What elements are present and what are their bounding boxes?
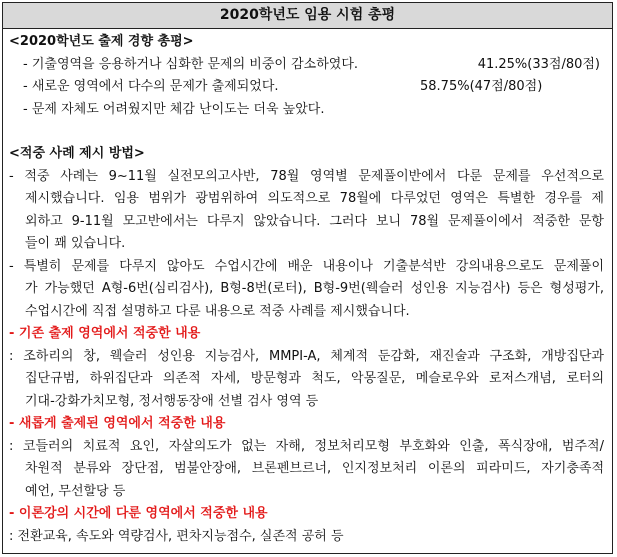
trend-item-2 <box>9 76 604 99</box>
para1-line-3: 외하고 9-11월 모고반에서는 다루지 않았습니다. 그러다 보니 78월 문제풀이에서 적중한 문항 <box>25 213 604 229</box>
table-title: 2020학년도 임용 시험 총평 <box>3 3 612 29</box>
sub2-line-3: 예언, 무선할당 등 <box>25 483 126 499</box>
trend-item-1 <box>9 54 604 77</box>
section2-heading: <적중 사례 제시 방법> <box>9 146 145 161</box>
sub1-line-1: : 조하리의 창, 웩슬러 성인용 지능검사, MMPI-A, 체계적 둔감화, 재진술과 구조화, 개방집단과 <box>9 348 604 364</box>
para2-line-1: - 특별히 문제를 다루지 않아도 수업시간에 배운 내용이나 기출분석반 강의내용으로도 문제풀이 <box>9 258 604 274</box>
trend-item-2-text: - 새로운 영역에서 다수의 문제가 출제되었다. <box>23 79 279 94</box>
trend-item-2-stat: 58.75%(47점/80점) <box>420 79 543 94</box>
table-body <box>3 29 612 548</box>
spacer <box>9 121 604 143</box>
sub2-heading: - 새롭게 출제된 영역에서 적중한 내용 <box>9 416 226 431</box>
sub1-heading: - 기존 출제 영역에서 적중한 내용 <box>9 326 201 341</box>
trend-item-1-stat: 41.25%(33점/80점) <box>477 56 600 72</box>
sub1-line-2: 집단규범, 하위집단과 의존적 자세, 방문형과 척도, 악몽질문, 메슬로우와 로저스개념, 로터의 <box>25 371 604 386</box>
sub2-line-1: : 코들러의 치료적 요인, 자살의도가 없는 자해, 정보처리모형 부호화와 인출, 폭식장애, 범주적/ <box>9 438 604 454</box>
sub1-line-3: 기대-강화가치모형, 정서행동장애 선별 검사 영역 등 <box>25 393 319 409</box>
trend-item-3-text: - 문제 자체도 어려웠지만 체감 난이도는 더욱 높았다. <box>23 101 325 117</box>
para1-line-4: 들이 꽤 있습니다. <box>25 236 126 251</box>
trend-item-1-text: - 기출영역을 응용하거나 심화한 문제의 비중이 감소하였다. <box>23 56 359 72</box>
sub3-line-1: : 전환교육, 속도와 역량검사, 편차지능점수, 실존적 공허 등 <box>9 528 344 544</box>
para1-line-1: - 적중 사례는 9~11월 실전모의고사반, 78월 영역별 문제풀이반에서 다룬 문제를 우선적으로 <box>9 168 604 184</box>
para2-line-2: 가 가능했던 A형-6번(심리검사), B형-8번(로터), B형-9번(웩슬러 성인용 지능검사) 등은 형성평가, <box>25 281 604 296</box>
section1-heading: <2020학년도 출제 경향 총평> <box>9 34 194 49</box>
para1-line-2: 제시했습니다. 임용 범위가 광범위하여 의도적으로 78월에 다루었던 영역은 특별한 경우를 제 <box>25 191 604 206</box>
trend-item-3 <box>9 99 604 122</box>
para2-line-3: 수업시간에 직접 설명하고 다룬 내용으로 적중 사례를 제시했습니다. <box>25 303 410 319</box>
sub2-line-2: 차원적 분류와 장단점, 범불안장애, 브론펜브르너, 인지정보처리 이론의 피라미드, 자기충족적 <box>25 461 604 476</box>
summary-table <box>2 2 613 554</box>
sub3-heading: - 이론강의 시간에 다룬 영역에서 적중한 내용 <box>9 506 268 521</box>
